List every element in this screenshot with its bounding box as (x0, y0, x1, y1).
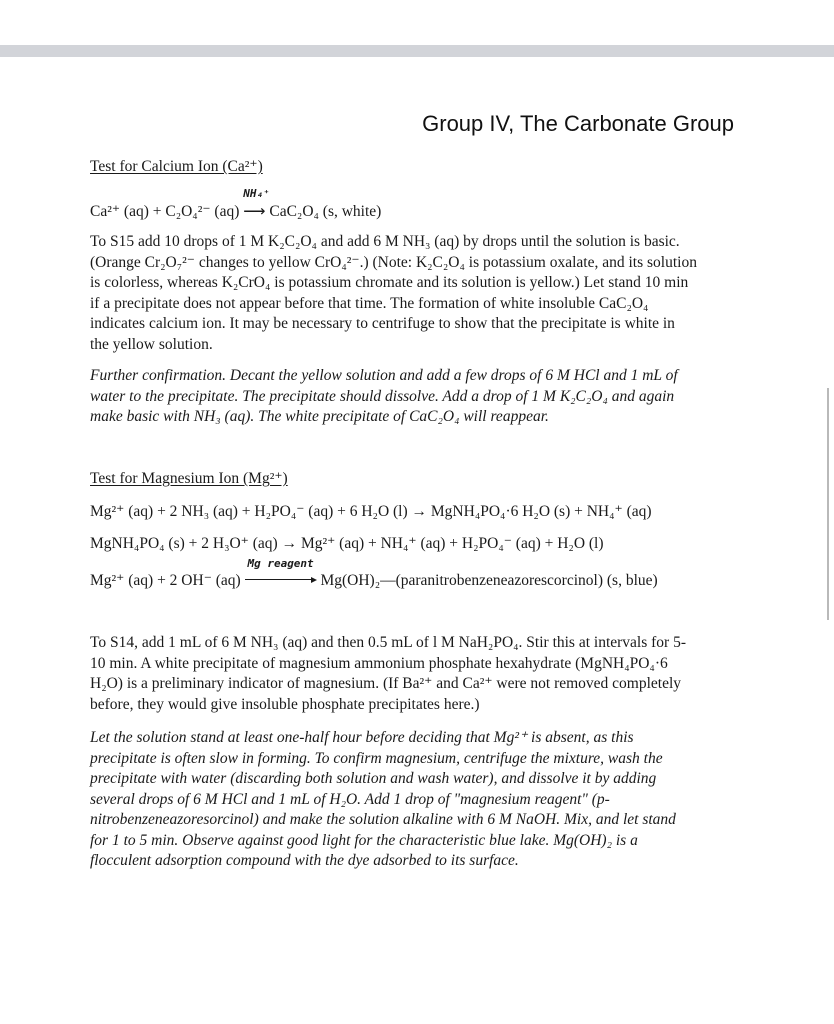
calcium-arrow-label: NH₄⁺ (243, 187, 270, 200)
magnesium-procedure-line: 10 min. A white precipitate of magnesium ammonium phosphate hexahydrate (MgNH₄PO₄·6 (90, 654, 668, 672)
magnesium-arrow-shaft (245, 579, 315, 580)
magnesium-equation-3-arrow (245, 557, 317, 590)
magnesium-confirmation-line: several drops of 6 M HCl and 1 mL of H₂O. Add 1 drop of "magnesium reagent" (p- (90, 790, 610, 808)
calcium-confirmation-line: water to the precipitate. The precipitate should dissolve. Add a drop of 1 M K₂C₂O₄ and again (90, 387, 675, 405)
magnesium-procedure-line: before, they would give insoluble phosphate precipitates here.) (90, 695, 480, 713)
magnesium-procedure-line: To S14, add 1 mL of 6 M NH₃ (aq) and then 0.5 mL of l M NaH₂PO₄. Stir this at intervals for 5- (90, 634, 687, 651)
magnesium-confirmation-line: flocculent adsorption compound with the dye adsorbed to its surface. (90, 852, 519, 869)
magnesium-confirmation-line: for 1 to 5 min. Observe against good light for the characteristic blue lake. Mg(OH)₂ is a (90, 831, 638, 849)
calcium-procedure-line: the yellow solution. (90, 335, 213, 353)
magnesium-confirmation (90, 728, 735, 872)
magnesium-arrow-label: Mg reagent (247, 557, 314, 570)
page-title: Group IV, The Carbonate Group (422, 111, 734, 136)
magnesium-arrow-head (311, 577, 317, 583)
magnesium-equation-2: MgNH₄PO₄ (s) + 2 H₃O⁺ (aq) → Mg²⁺ (aq) + NH₄⁺ (aq) + H₂PO₄⁻ (aq) + H₂O (l) (90, 535, 604, 552)
magnesium-confirmation-line: Let the solution stand at least one-half hour before deciding that Mg²⁺ is absent, as this (90, 729, 634, 746)
magnesium-confirmation-line: nitrobenzeneazoresorcinol) and make the solution alkaline with 6 M NaOH. Mix, and let stand (90, 811, 676, 828)
scrollbar[interactable] (827, 388, 829, 620)
viewer-top-bar (0, 0, 834, 57)
calcium-reaction (90, 187, 382, 221)
magnesium-procedure-line: H₂O) is a preliminary indicator of magnesium. (If Ba²⁺ and Ca²⁺ were not removed completely (90, 675, 682, 692)
magnesium-confirmation-line: precipitate with water (discarding both solution and wash water), and dissolve it by adding (90, 770, 657, 787)
calcium-reaction-products: CaC₂O₄ (s, white) (269, 203, 382, 220)
calcium-procedure-line: (Orange Cr₂O₇²⁻ changes to yellow CrO₄²⁻.) (Note: K₂C₂O₄ is potassium oxalate, and its solution (90, 253, 697, 271)
calcium-arrow-glyph: ⟶ (243, 203, 266, 220)
calcium-heading: Test for Calcium Ion (Ca²⁺) (90, 158, 263, 175)
calcium-reaction-arrow (243, 187, 270, 221)
magnesium-equation-3 (90, 557, 658, 590)
calcium-confirmation-line: Further confirmation. Decant the yellow solution and add a few drops of 6 M HCl and 1 mL of (90, 367, 678, 384)
magnesium-equation-3-products: Mg(OH)₂—(paranitrobenzeneazorescorcinol) (s, blue) (320, 572, 658, 589)
magnesium-equation-3-reactants: Mg²⁺ (aq) + 2 OH⁻ (aq) (90, 572, 241, 589)
calcium-procedure-line: To S15 add 10 drops of 1 M K₂C₂O₄ and add 6 M NH₃ (aq) by drops until the solution is basic. (90, 233, 680, 250)
magnesium-heading: Test for Magnesium Ion (Mg²⁺) (90, 470, 288, 487)
calcium-procedure-line: is colorless, whereas K₂CrO₄ is potassium chromate and its solution is yellow.) Let stand 10 min (90, 274, 689, 291)
calcium-procedure (90, 232, 735, 355)
magnesium-procedure (90, 633, 735, 715)
calcium-confirmation-line: make basic with NH₃ (aq). The white precipitate of CaC₂O₄ will reappear. (90, 408, 549, 425)
calcium-procedure-line: if a precipitate does not appear before that time. The formation of white insoluble CaC₂O₄ (90, 294, 649, 312)
viewer-toolbar-strip (0, 45, 834, 57)
magnesium-equation-1: Mg²⁺ (aq) + 2 NH₃ (aq) + H₂PO₄⁻ (aq) + 6 H₂O (l) → MgNH₄PO₄·6 H₂O (s) + NH₄⁺ (aq) (90, 503, 652, 520)
calcium-reaction-reactants: Ca²⁺ (aq) + C₂O₄²⁻ (aq) (90, 203, 240, 220)
calcium-procedure-line: indicates calcium ion. It may be necessary to centrifuge to show that the precipitate is white in (90, 315, 675, 332)
calcium-confirmation (90, 366, 735, 428)
magnesium-confirmation-line: precipitate is often slow in forming. To confirm magnesium, centrifuge the mixture, wash the (90, 749, 663, 767)
